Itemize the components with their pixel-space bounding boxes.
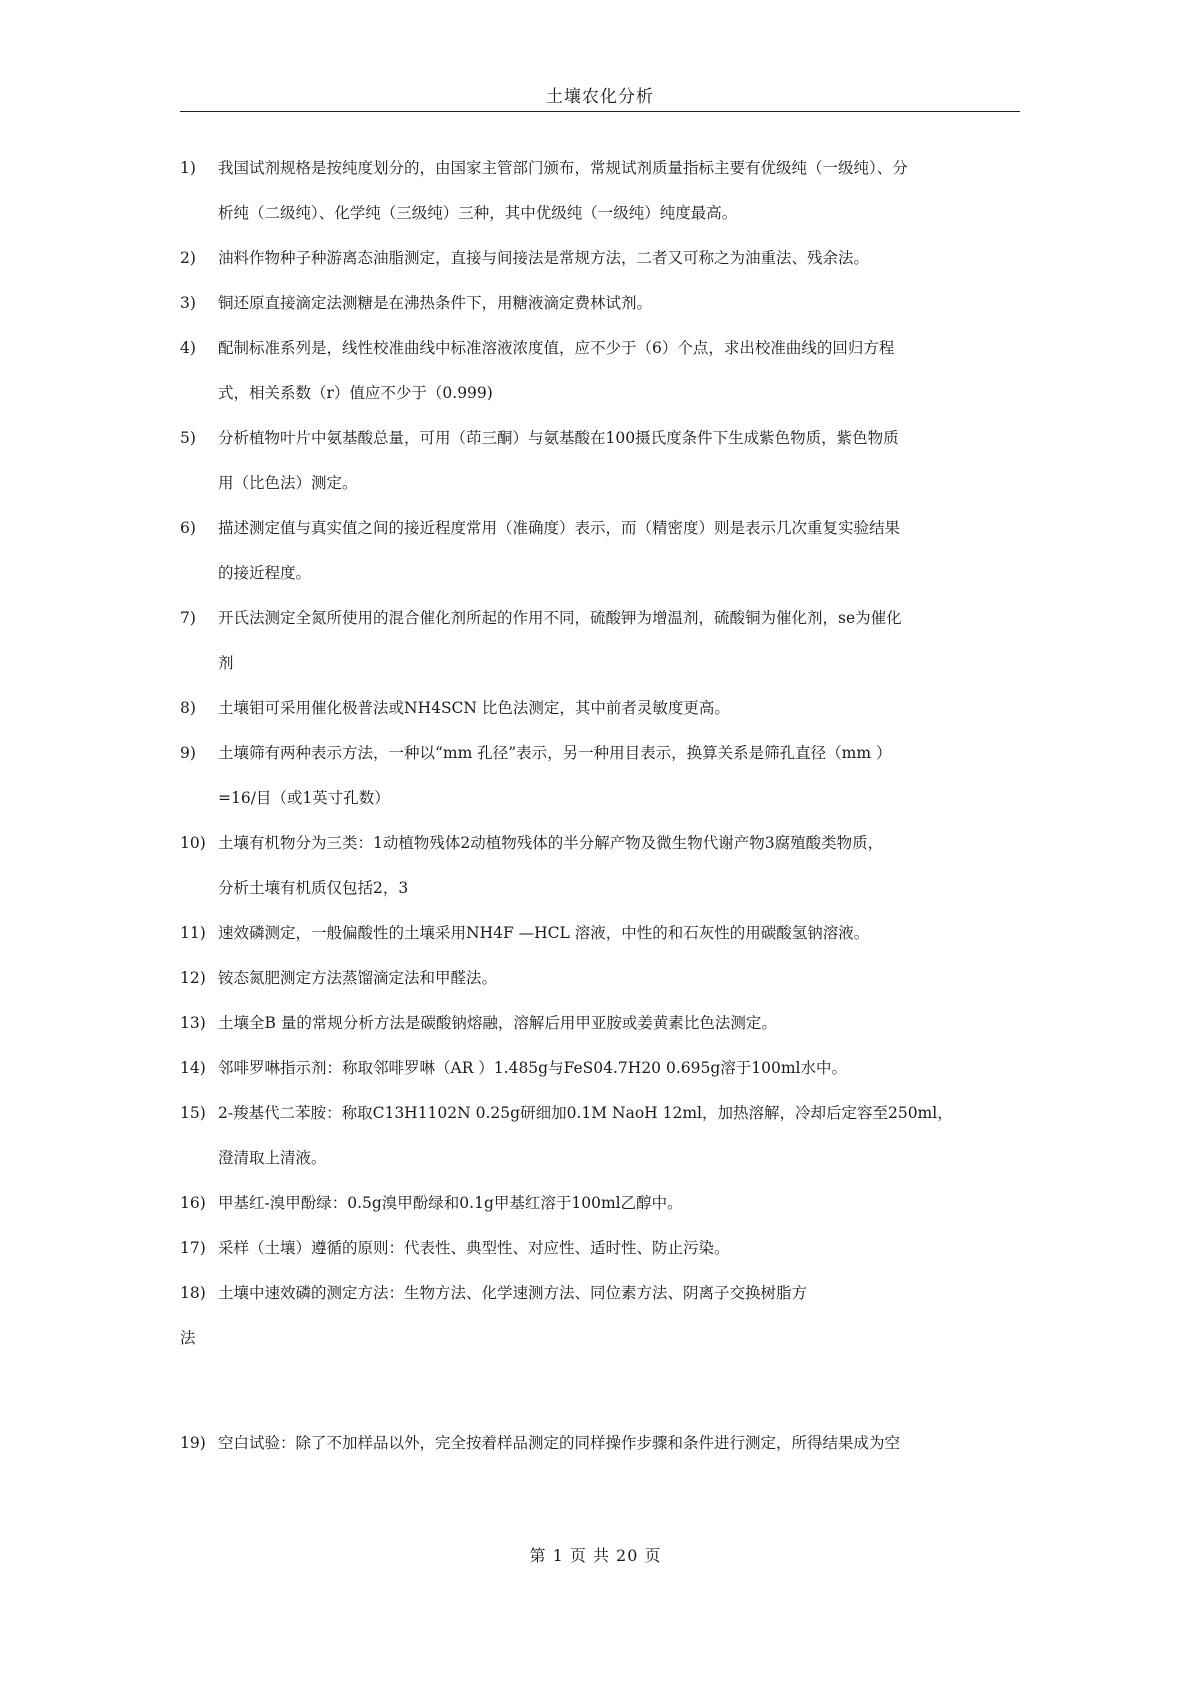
item-number: 11) <box>180 924 206 942</box>
item-number: 9) <box>180 744 196 762</box>
item-text: 邻啡罗啉指示剂：称取邻啡罗啉（AR ）1.485g与FeS04.7H20 0.695g溶于100ml水中。 <box>218 1059 848 1077</box>
item-number: 6) <box>180 519 196 537</box>
item-text: 甲基红-溴甲酚绿：0.5g溴甲酚绿和0.1g甲基红溶于100ml乙醇中。 <box>218 1194 683 1212</box>
item-text: 速效磷测定，一般偏酸性的土壤采用NH4F —HCL 溶液，中性的和石灰性的用碳酸氢钠溶液。 <box>218 924 870 942</box>
item-text-continued: 用（比色法）测定。 <box>218 474 358 492</box>
item-text-continued: 的接近程度。 <box>218 564 312 582</box>
item-number: 10) <box>180 834 206 852</box>
item-text: 土壤钼可采用催化极普法或NH4SCN 比色法测定，其中前者灵敏度更高。 <box>218 699 730 717</box>
item-text-continued: 式，相关系数（r）值应不少于（0.999) <box>218 384 493 402</box>
item-text-continued: 法 <box>180 1329 196 1347</box>
item-text: 2-羧基代二苯胺：称取C13H1102N 0.25g研细加0.1M NaoH 12ml，加热溶解，冷却后定容至250ml， <box>218 1104 953 1122</box>
item-text: 土壤全B 量的常规分析方法是碳酸钠熔融，溶解后用甲亚胺或姜黄素比色法测定。 <box>218 1014 777 1032</box>
item-text: 分析植物叶片中氨基酸总量，可用（茚三酮）与氨基酸在100摄氏度条件下生成紫色物质，紫色物质 <box>218 429 899 447</box>
item-text: 配制标准系列是，线性校准曲线中标准溶液浓度值，应不少于（6）个点，求出校准曲线的回归方程 <box>218 339 895 357</box>
item-text: 铵态氮肥测定方法蒸馏滴定法和甲醛法。 <box>218 969 498 987</box>
item-text-continued: 剂 <box>218 654 234 672</box>
item-number: 16) <box>180 1194 206 1212</box>
item-text: 油料作物种子种游离态油脂测定，直接与间接法是常规方法，二者又可称之为油重法、残余法。 <box>218 249 870 267</box>
item-number: 3) <box>180 294 196 312</box>
item-text: 我国试剂规格是按纯度划分的，由国家主管部门颁布，常规试剂质量指标主要有优级纯（一级纯）、分 <box>218 159 908 177</box>
page-footer: 第 1 页 共 20 页 <box>529 1546 662 1565</box>
item-number: 7) <box>180 609 196 627</box>
item-text-continued: 澄清取上清液。 <box>218 1149 327 1167</box>
item-text-continued: 析纯（二级纯）、化学纯（三级纯）三种，其中优级纯（一级纯）纯度最高。 <box>218 204 738 222</box>
item-text: 描述测定值与真实值之间的接近程度常用（准确度）表示，而（精密度）则是表示几次重复实验结果 <box>218 519 901 537</box>
item-text: 空白试验：除了不加样品以外，完全按着样品测定的同样操作步骤和条件进行测定，所得结果成为空 <box>218 1434 901 1452</box>
item-text: 开氏法测定全氮所使用的混合催化剂所起的作用不同，硫酸钾为增温剂，硫酸铜为催化剂，se为催化 <box>218 609 902 627</box>
item-text-continued: =16/目（或1英寸孔数） <box>218 789 390 807</box>
item-number: 5) <box>180 429 196 447</box>
item-number: 12) <box>180 969 206 987</box>
item-text: 土壤中速效磷的测定方法：生物方法、化学速测方法、同位素方法、阴离子交换树脂方 <box>218 1284 808 1302</box>
item-text: 土壤筛有两种表示方法，一种以“mm 孔径”表示，另一种用目表示，换算关系是筛孔直径（mm ） <box>218 744 892 762</box>
item-number: 13) <box>180 1014 206 1032</box>
item-number: 1) <box>180 159 196 177</box>
item-number: 4) <box>180 339 196 357</box>
item-text: 采样（土壤）遵循的原则：代表性、典型性、对应性、适时性、防止污染。 <box>218 1239 730 1257</box>
item-number: 8) <box>180 699 196 717</box>
item-number: 2) <box>180 249 196 267</box>
item-number: 14) <box>180 1059 206 1077</box>
item-number: 18) <box>180 1284 206 1302</box>
item-number: 17) <box>180 1239 206 1257</box>
item-text: 铜还原直接滴定法测糖是在沸热条件下，用糖液滴定费林试剂。 <box>218 294 653 312</box>
item-number: 15) <box>180 1104 206 1122</box>
item-text: 土壤有机物分为三类：1动植物残体2动植物残体的半分解产物及微生物代谢产物3腐殖酸类物质， <box>218 834 884 852</box>
page-header-title: 土壤农化分析 <box>546 87 654 107</box>
item-number: 19) <box>180 1434 206 1452</box>
item-text-continued: 分析土壤有机质仅包括2，3 <box>218 879 409 897</box>
